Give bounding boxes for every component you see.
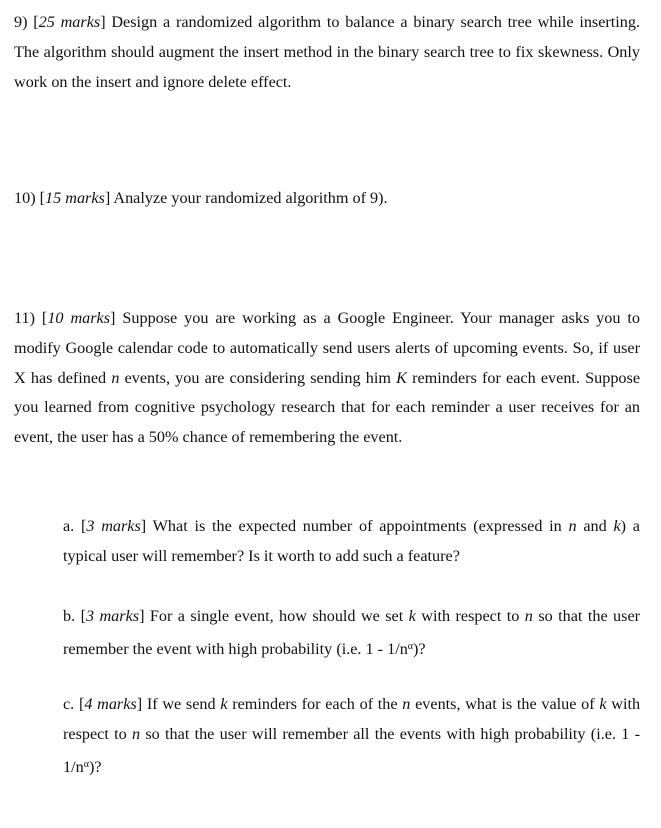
- question-9-number: 9): [14, 13, 28, 31]
- part-b: b. [3 marks] For a single event, how should we set k with respect to n so that the user remember the event with high probability (i.e. $1 - 1/n^\alpha$)?: [63, 607, 641, 658]
- part-b-text-1: For a single event, how should we set: [149, 607, 404, 625]
- variable-k: k: [220, 695, 228, 713]
- question-10-number: 10): [14, 189, 36, 207]
- part-a-text-1: What is the expected number of appointments (expressed in: [152, 517, 562, 535]
- part-a: a. [3 marks] What is the expected number of appointments (expressed in n and k) a typical user will remember? Is it worth to add such a feature?: [63, 517, 640, 565]
- part-c-text-1: If we send: [146, 695, 216, 713]
- question-9-marks: 25 marks: [38, 13, 101, 31]
- question-10: 10) [15 marks] Analyze your randomized algorithm of 9).: [14, 189, 388, 207]
- variable-k: K: [396, 368, 407, 387]
- question-11: 11) [10 marks] Suppose you are working as a Google Engineer. Your manager asks you to modify Google calendar code to automatically send users alerts of upcoming events. So, if user X has defined n events, you are considering sending him K reminders for each event. Suppose you learned from cognitive psychology research that for each reminder a user receives for an event, the user has a 50% chance of remembering the event.: [14, 309, 641, 447]
- variable-k: k: [613, 517, 621, 535]
- question-11-text-2: events, you are considering sending him: [124, 368, 391, 387]
- part-b-marks: 3 marks: [85, 607, 140, 625]
- part-b-text-3: so that the user remember the event with high probability (i.e. 1 - 1/n: [63, 607, 641, 658]
- question-10-marks: 15 marks: [45, 189, 105, 207]
- part-a-label: a.: [63, 517, 75, 535]
- part-c-marks: 4 marks: [84, 695, 137, 713]
- variable-n: n: [568, 517, 577, 535]
- part-c-text-4: with respect to: [63, 695, 641, 743]
- question-11-text-1: Suppose you are working as a Google Engineer. Your manager asks you to modify Google calendar code to automatically send users alerts of upcoming events. So, if user X has defined: [14, 309, 641, 387]
- variable-n: n: [402, 695, 411, 713]
- part-b-label: b.: [63, 607, 76, 625]
- variable-n: n: [524, 607, 533, 625]
- question-9: 9) [25 marks] Design a randomized algorithm to balance a binary search tree while inserting. The algorithm should augment the insert method in the binary search tree to fix skewness. Only work on the insert and ignore delete effect.: [14, 13, 641, 91]
- question-11-number: 11): [14, 309, 35, 327]
- part-c-text-5: so that the user will remember all the events with high probability (i.e. 1 - 1/n: [63, 724, 641, 776]
- part-b-text-4: )?: [413, 639, 426, 658]
- part-c-text-6: )?: [88, 757, 102, 776]
- part-c: c. [4 marks] If we send k reminders for each of the n events, what is the value of k with respect to n so that the user will remember all the events with high probability (i.e. $1 - 1/n^\alpha$)?: [63, 695, 641, 776]
- part-c-label: c.: [63, 695, 75, 713]
- question-11-marks: 10 marks: [47, 309, 111, 327]
- part-b-text-2: with respect to: [421, 607, 520, 625]
- part-a-marks: 3 marks: [86, 517, 141, 535]
- superscript-alpha: α: [83, 758, 89, 770]
- part-a-text-2: and: [583, 517, 607, 535]
- question-9-text: Design a randomized algorithm to balance a binary search tree while inserting. The algorithm should augment the insert method in the binary search tree to fix skewness. Only work on the insert and ignore delete effect.: [14, 13, 641, 91]
- question-11-text-3: reminders for each event. Suppose you learned from cognitive psychology research that for each reminder a user receives for an event, the user has a 50% chance of remembering the event.: [14, 368, 641, 447]
- variable-k: k: [408, 607, 416, 625]
- variable-n: n: [132, 724, 141, 743]
- variable-k: k: [599, 695, 607, 713]
- part-c-text-2: reminders for each of the: [232, 695, 398, 713]
- variable-n: n: [111, 368, 120, 387]
- question-10-text: Analyze your randomized algorithm of 9).: [113, 189, 388, 207]
- part-a-text-3: ) a typical user will remember? Is it worth to add such a feature?: [63, 517, 640, 565]
- superscript-alpha: α: [407, 640, 414, 652]
- part-c-text-3: events, what is the value of: [415, 695, 595, 713]
